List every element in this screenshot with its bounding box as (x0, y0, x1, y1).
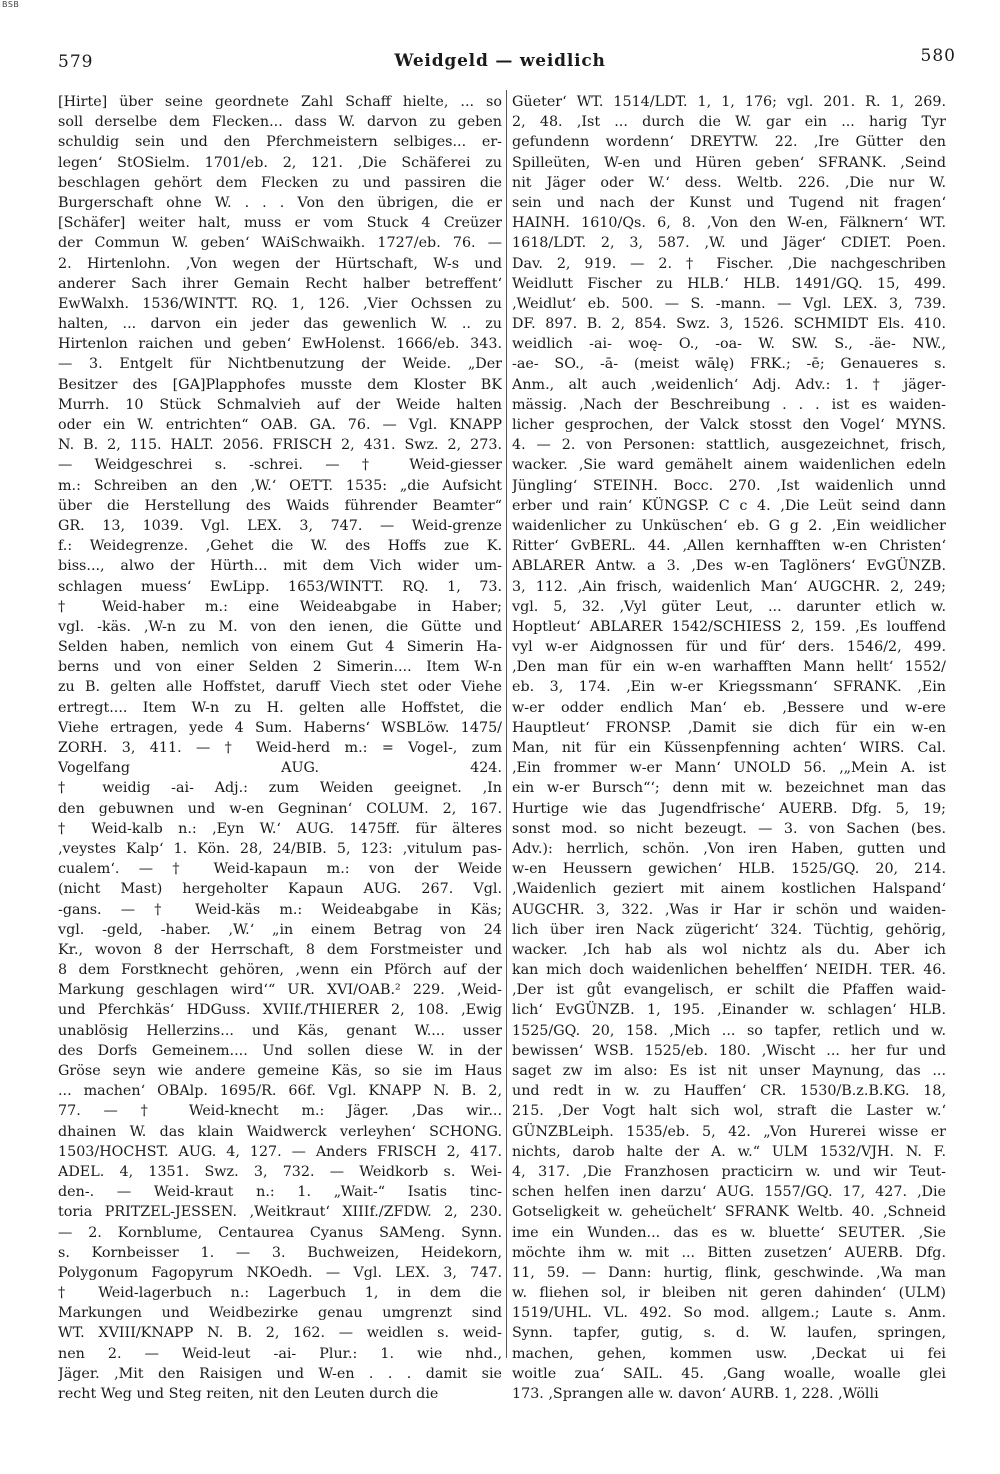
text-line: 173. ‚Sprangen alle w. davon‘ AURB. 1, 228. ‚Wölli (512, 1386, 879, 1402)
text-line: ADEL. 4, 1351. Swz. 3, 732. — Weidkorb s. Wei- (58, 1163, 502, 1180)
text-line: licher gesprochen, der Valck stosst den Vogel‘ MYNS. (512, 417, 946, 433)
text-line: Viehe ertragen, yede 4 Sum. Haberns‘ WSBLöw. 1475/ (58, 719, 502, 736)
text-line: 11, 59. — Dann: hurtig, flink, geschwinde. ‚Wa man (512, 1264, 946, 1281)
text-line: w-er odder endlich Man‘ eb. ‚Bessere und w-ere (512, 699, 946, 716)
text-line: — 3. Entgelt für Nichtbenutzung der Weide. „Der (58, 356, 502, 373)
text-line: ime ein Wunden... das es w. bluette‘ SEUTER. ‚Sie (512, 1224, 946, 1241)
text-line: ABLARER Antw. a 3. ‚Des w-en Taglöners‘ EvGÜNZB. (512, 558, 946, 575)
text-line: 1519/UHL. VL. 492. So mod. allgem.; Laute s. Anm. (512, 1305, 946, 1322)
text-line: -ae- SO., -ā- (meist wālę) FRK.; -ē; Genaueres s. (512, 356, 946, 373)
text-line: nit Jäger oder W.‘ dess. Weltb. 226. ‚Die nur W. (512, 174, 946, 191)
text-line: Hauptleut‘ FRONSP. ‚Damit sie dich für ein w-en (512, 719, 946, 736)
text-line: und redt in w. zu Hauffen‘ CR. 1530/B.z.B.KG. 18, (512, 1083, 946, 1100)
text-line: [Schäfer] weiter halt, muss er vom Stuck 4 Creüzer (58, 215, 502, 232)
text-line: Polygonum Fagopyrum NKOedh. — Vgl. LEX. 3, 747. (58, 1264, 502, 1281)
text-line: Murrh. 10 Stück Schmalvieh auf der Weide halten (58, 396, 502, 413)
text-line: Besitzer des [GA]Plapphofes musste dem Kloster BK (58, 376, 502, 393)
text-line: Markungen und Weidbezirke genau umgrenzt sind (58, 1305, 502, 1322)
text-line: Burgerschaft ohne W. . . . Von den übrigen, die er (58, 194, 502, 211)
text-line: Güeter‘ WT. 1514/LDT. 1, 1, 176; vgl. 201. R. 1, 269. (512, 94, 946, 110)
text-line: Dav. 2, 919. — 2. † Fischer. ‚Die nachgeschriben (512, 255, 946, 272)
text-line: † Weid-lagerbuch n.: Lagerbuch 1, in dem die (58, 1285, 502, 1302)
text-line: † Weid-kalb n.: ‚Eyn W.‘ AUG. 1475ff. für älteres (58, 820, 502, 837)
text-line: 3, 112. ‚Ain frisch, waidenlich Man‘ AUGCHR. 2, 249; (512, 578, 946, 595)
text-line: HAINH. 1610/Qs. 6, 8. ‚Von den W-en, Fälknern‘ WT. (512, 215, 946, 232)
text-line: N. B. 2, 115. HALT. 2056. FRISCH 2, 431. Swz. 2, 273. (58, 437, 502, 454)
text-line: ertregt.... Item W-n zu H. gelten alle Hoffstet, die (58, 699, 502, 716)
text-line: der Commun W. geben‘ WAiSchwaikh. 1727/eb. 76. — (58, 235, 502, 252)
text-line: schen helfen inen darzu‘ AUG. 1557/GQ. 17, 427. ‚Die (512, 1184, 946, 1201)
text-line: recht Weg und Steg reiten, nit den Leuten durch die (58, 1386, 439, 1402)
text-line: [Hirte] über seine geordnete Zahl Schaff hielte, ... so (58, 94, 502, 110)
text-line: woitle zua‘ SAIL. 45. ‚Gang woalle, woalle glei (512, 1365, 946, 1382)
library-stamp: BSB (2, 0, 20, 9)
text-line: Selden haben, nemlich von einem Gut 4 Simerin Ha- (58, 639, 502, 656)
text-line: † weidig -ai- Adj.: zum Weiden geeignet. ‚In (58, 780, 502, 797)
text-line: mässig. ‚Nach der Beschreibung . . . ist es waiden- (512, 396, 946, 413)
page-number-right: 580 (920, 46, 956, 66)
text-line: vgl. -geld, -haber. ‚W.‘ „in einem Betrag von 24 (58, 921, 502, 938)
text-line: 1525/GQ. 20, 158. ‚Mich ... so tapfer, retlich und w. (512, 1022, 946, 1039)
text-line: sein und nach der Kunst und Tugend nit fragen‘ (512, 194, 946, 211)
text-line: waidenlicher zu Unküschen‘ eb. G g 2. ‚Ein weidlicher (512, 517, 946, 534)
text-line: (nicht Mast) hergeholter Kapaun AUG. 267. Vgl. (58, 881, 502, 898)
text-line: 4, 317. ‚Die Franzhosen practicirn w. und wir Teut- (512, 1163, 946, 1180)
text-line: dhainen W. das klain Waidwerck verleyhen‘ SCHONG. (58, 1123, 502, 1140)
text-line: 2. Hirtenlohn. ‚Von wegen der Hürtschaft, W-s und (58, 255, 502, 272)
text-line: ‚Weidlut‘ eb. 500. — S. -mann. — Vgl. LEX. 3, 739. (512, 295, 946, 312)
text-line: ... machen‘ OBAlp. 1695/R. 66f. Vgl. KNAPP N. B. 2, (58, 1083, 502, 1100)
text-line: 77. — † Weid-knecht m.: Jäger. ‚Das wir... (58, 1103, 502, 1120)
left-column (58, 92, 502, 1404)
text-line: 8 dem Forstknecht gehören, ‚wenn ein Pförch auf der (58, 962, 502, 979)
text-line: wacker. ‚Sie ward gemähelt ainem waidenlichen edeln (512, 457, 946, 474)
text-line: ZORH. 3, 411. — † Weid-herd m.: = Vogel-, zum (58, 740, 502, 756)
text-line: schuldig sein und den Pferchmeistern selbiges... er- (58, 134, 502, 151)
text-line: 1503/HOCHST. AUG. 4, 127. — Anders FRISCH 2, 417. (58, 1143, 502, 1160)
text-line: Spilleüten, W-en und Hüren geben‘ SFRANK. ‚Seind (512, 154, 946, 171)
text-line: nichts, darob halte der A. w.“ ULM 1532/VJH. N. F. (512, 1143, 946, 1160)
text-line: gefundenn wordenn‘ DREYTW. 22. ‚Ire Gütter den (512, 134, 946, 151)
column-divider (506, 90, 507, 1358)
page-number-left: 579 (58, 52, 94, 72)
text-line: 4. — 2. von Personen: stattlich, ausgezeichnet, frisch, (512, 437, 946, 454)
text-line: ‚Waidenlich geziert mit ainem kostlichen Halspand‘ (512, 881, 946, 898)
running-headword: Weidgeld — weidlich (394, 51, 606, 71)
text-line: vyl w-er Aidgnossen für und für‘ ders. 1546/2, 499. (512, 639, 946, 656)
text-line: des Dorfs Gemeinem.... Und sollen diese W. in der (58, 1042, 502, 1059)
text-line: bewissen‘ WSB. 1525/eb. 180. ‚Wischt ... her fur und (512, 1042, 946, 1059)
text-line: kan mich doch waidenlichen behelffen‘ NEIDH. TER. 46. (512, 962, 946, 979)
text-line: weidlich -ai- woę- O., -oa- W. SW. S., -äe- NW., (512, 336, 946, 353)
text-line: m.: Schreiben an den ‚W.‘ OETT. 1535: „die Aufsicht (58, 477, 502, 494)
text-line: 1618/LDT. 2, 3, 587. ‚W. und Jäger‘ CDIET. Poen. (512, 235, 946, 252)
text-line: Weidlutt Fischer zu HLB.‘ HLB. 1491/GQ. 15, 499. (512, 275, 946, 292)
text-line: Hirtenlon raichen und geben‘ EwHolenst. 1666/eb. 343. (58, 336, 502, 353)
text-line: w. fliehen sol, ir bleiben nit geren dahinden‘ (ULM) (512, 1285, 946, 1302)
text-line: w-en Heussern gewichen‘ HLB. 1525/GQ. 20, 214. (512, 861, 946, 878)
text-line: ‚Der ist gůt evangelisch, er schilt die Pfaffen waid- (512, 982, 946, 999)
text-line: Vogelfang AUG. 424. (58, 760, 502, 777)
text-line: vgl. 5, 32. ‚Vyl güter Leut, ... darunter etlich w. (512, 598, 946, 615)
text-line: ‚veystes Kalp‘ 1. Kön. 28, 24/BIB. 5, 123: ‚vitulum pas- (58, 840, 502, 857)
text-line: AUGCHR. 3, 322. ‚Was ir Har ir schön und waiden- (512, 901, 946, 918)
text-line: halten, ... darvon ein jeder das gewenlich W. .. zu (58, 316, 502, 333)
page-header (58, 46, 956, 80)
text-line: erber und rain‘ KÜNGSP. C c 4. ‚Die Leüt seind dann (512, 497, 946, 514)
text-line: ‚Ein frommer w-er Mann‘ UNOLD 56. ‚„Mein A. ist (512, 760, 946, 777)
text-line: GR. 13, 1039. Vgl. LEX. 3, 747. — Weid-grenze (58, 517, 502, 534)
text-line: soll derselbe dem Flecken... dass W. darvon zu geben (58, 114, 502, 131)
text-line: EwWalxh. 1536/WINTT. RQ. 1, 126. ‚Vier Ochssen zu (58, 295, 502, 312)
text-line: zu B. gelten alle Hoffstet, daruff Viech stet oder Viehe (58, 679, 502, 696)
text-line: lich‘ EvGÜNZB. 1, 195. ‚Einander w. schlagen‘ HLB. (512, 1002, 946, 1019)
text-line: den-. — Weid-kraut n.: 1. „Wait-“ Isatis tinc- (58, 1184, 502, 1201)
text-line: Jäger. ‚Mit den Raisigen und W-en . . . damit sie (58, 1365, 502, 1382)
text-line: s. Kornbeisser 1. — 3. Buchweizen, Heidekorn, (58, 1244, 502, 1261)
text-line: oder ein W. entrichten“ OAB. GA. 76. — Vgl. KNAPP (58, 417, 502, 433)
text-line: Kr., wovon 8 der Herrschaft, 8 dem Forstmeister und (58, 941, 502, 958)
text-line: Ritter‘ GvBERL. 44. ‚Allen kernhafften w-en Christen‘ (512, 538, 946, 555)
text-line: vgl. -käs. ‚W-n zu M. von den ienen, die Gütte und (58, 618, 502, 635)
text-line: unablösig Hellerzins... und Käs, genant W.... usser (58, 1022, 502, 1039)
text-line: -gans. — † Weid-käs m.: Weideabgabe in Käs; (58, 901, 502, 918)
text-line: f.: Weidegrenze. ‚Gehet die W. des Hoffs zue K. (58, 538, 502, 555)
text-line: eb. 3, 174. ‚Ein w-er Kriegssmann‘ SFRANK. ‚Ein (512, 679, 946, 696)
text-line: GÜNZBLeiph. 1535/eb. 5, 42. „Von Hurerei wisse er (512, 1123, 946, 1140)
text-line: — Weidgeschrei s. -schrei. — † Weid-giesser (58, 457, 502, 474)
text-line: † Weid-haber m.: eine Weideabgabe in Haber; (58, 598, 502, 615)
text-line: Markung geschlagen wird‘“ UR. XVI/OAB.² 229. ‚Weid- (58, 982, 502, 999)
text-line: Hurtige wie das Jugendfrische‘ AUERB. Dfg. 5, 19; (512, 800, 946, 817)
text-line: sonst mod. so nicht bezeugt. — 3. von Sachen (bes. (512, 820, 946, 837)
text-line: biss..., alwo der Hürth... mit dem Vich wider um- (58, 558, 502, 575)
text-line: Man, nit für ein Küssenpfenning achten‘ WIRS. Cal. (512, 740, 946, 756)
text-line: und Pferchkäs‘ HDGuss. XVIIf./THIERER 2, 108. ‚Ewig (58, 1002, 502, 1019)
text-line: möchte ihm w. mit ... Bitten zusetzen‘ AUERB. Dfg. (512, 1244, 946, 1261)
text-line: anderer Sach ihrer Gemain Recht halber betreffent‘ (58, 275, 502, 292)
text-line: cualem‘. — † Weid-kapaun m.: von der Weide (58, 861, 502, 878)
text-line: saget zw im also: Es ist nit unser Maynung, das ... (512, 1063, 946, 1079)
text-line: den gebuwnen und w-en Gegninan‘ COLUM. 2, 167. (58, 800, 502, 817)
text-line: Gotseligkeit w. geheüchelt‘ SFRANK Weltb. 40. ‚Schneid (512, 1204, 946, 1221)
text-line: 215. ‚Der Vogt halt sich wol, straft die Laster w.‘ (512, 1103, 946, 1120)
text-line: Jüngling‘ STEINH. Bocc. 270. ‚Ist waidenlich unnd (512, 477, 946, 494)
text-line: ‚Den man für ein w-en warhafften Mann hellt‘ 1552/ (512, 659, 946, 676)
text-line: beschlagen gehört dem Flecken zu und passiren die (58, 174, 502, 191)
text-line: berns und von einer Selden 2 Simerin.... Item W-n (58, 659, 502, 676)
text-line: — 2. Kornblume, Centaurea Cyanus SAMeng. Synn. (58, 1224, 502, 1241)
text-line: 2, 48. ‚Ist ... durch die W. gar ein ... harig Tyr (512, 114, 946, 131)
text-line: schlagen muess‘ EwLipp. 1653/WINTT. RQ. 1, 73. (58, 578, 502, 595)
text-line: Anm., alt auch ‚weidenlich‘ Adj. Adv.: 1. † jäger- (512, 376, 946, 393)
text-line: lich über iren Nack zügericht‘ 324. Tüchtig, gehörig, (512, 921, 946, 938)
text-line: Adv.): herrlich, schön. ‚Von iren Haben, gutten und (512, 840, 946, 857)
text-line: machen, gehen, kommen usw. ‚Deckat ui fei (512, 1345, 946, 1362)
text-line: toria PRITZEL-JESSEN. ‚Weitkraut‘ XIIIf./ZFDW. 2, 230. (58, 1204, 502, 1221)
text-line: nen 2. — Weid-leut -ai- Plur.: 1. wie nhd., (58, 1345, 502, 1362)
text-line: DF. 897. B. 2, 854. Swz. 3, 1526. SCHMIDT Els. 410. (512, 316, 946, 333)
text-line: legen‘ StOSielm. 1701/eb. 2, 121. ‚Die Schäferei zu (58, 154, 502, 171)
text-line: Gröse seyn wie andere gemeine Käs, so sie im Haus (58, 1063, 502, 1079)
text-line: ein w-er Bursch“‘; denn mit w. bezeichnet man das (512, 780, 946, 797)
text-line: wacker. ‚Ich hab als wol nichtz als du. Aber ich (512, 941, 946, 958)
right-column (512, 92, 946, 1404)
text-line: WT. XVIII/KNAPP N. B. 2, 162. — weidlen s. weid- (58, 1325, 502, 1342)
text-line: Hoptleut‘ ABLARER 1542/SCHIESS 2, 159. ‚Es louffend (512, 618, 946, 635)
text-line: über die Herstellung des Waids führender Beamter“ (58, 497, 502, 514)
text-line: Synn. tapfer, gutig, s. d. W. laufen, springen, (512, 1325, 946, 1342)
